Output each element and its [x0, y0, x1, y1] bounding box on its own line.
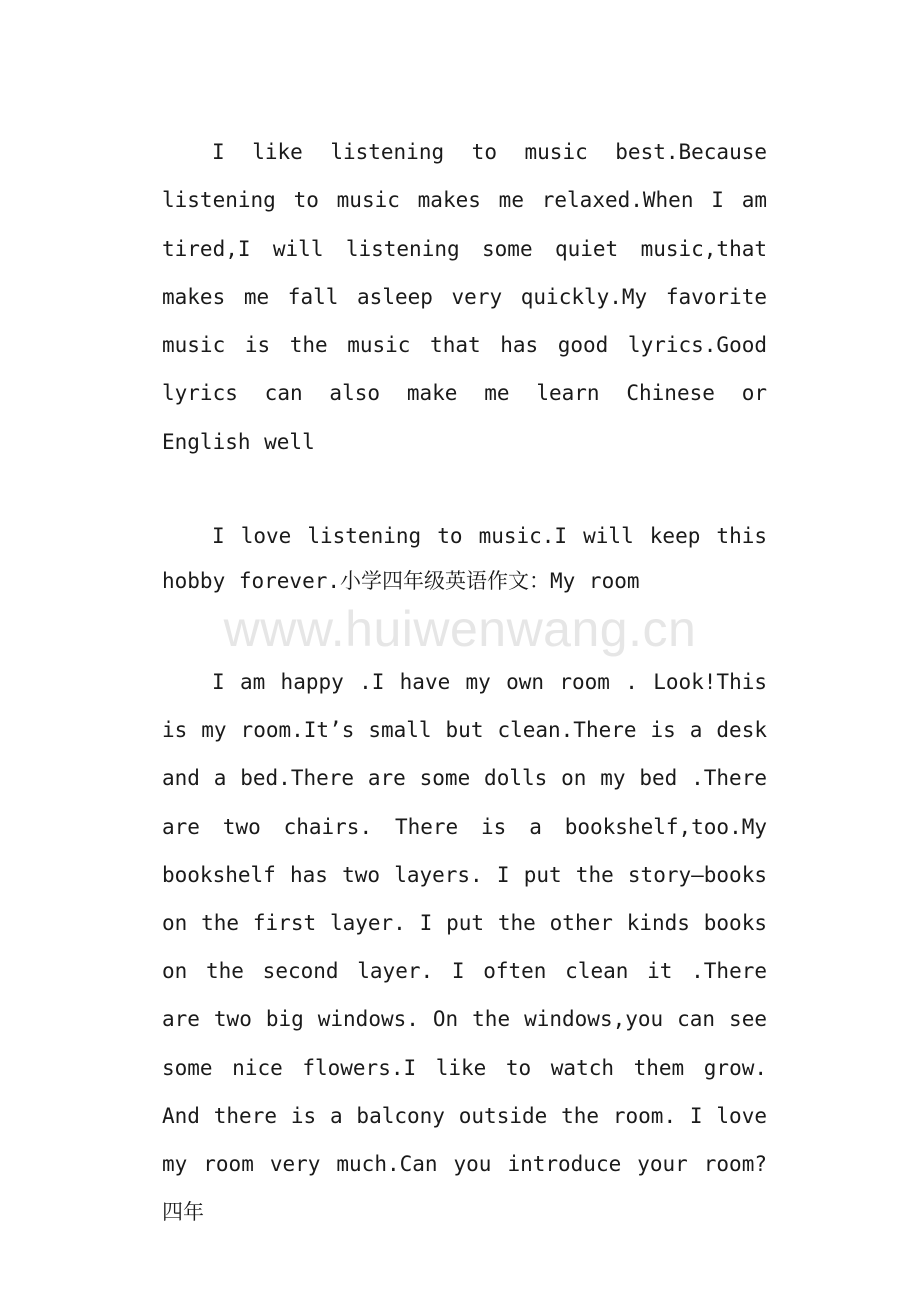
paragraph-my-room: I am happy .I have my own room . Look!This is my room.It’s small but clean.There is a desk and a bed.There are some dolls on my bed .There are two chairs. There is a bookshelf,too.My bookshelf has two layers. I put the story—books on the first layer. I put the other kinds books on the second layer. I often clean it .There are two big windows. On the windows,you can see some nice flowers.I like to watch them grow. And there is a balcony outside the room. I love my room very much.Can you introduce your room?四年	[162, 670, 767, 1225]
paragraph-music-conclusion: I love listening to music.I will keep this hobby forever.小学四年级英语作文：My room	[162, 524, 767, 593]
paragraph-music-hobby: I like listening to music best.Because listening to music makes me relaxed.When I am tired,I will listening some quiet music,that makes me fall asleep very quickly.My favorite music is the music that has good lyrics.Good lyrics can also make me learn Chinese or English well	[162, 140, 767, 454]
watermark: www.huiwenwang.cn	[223, 601, 697, 657]
